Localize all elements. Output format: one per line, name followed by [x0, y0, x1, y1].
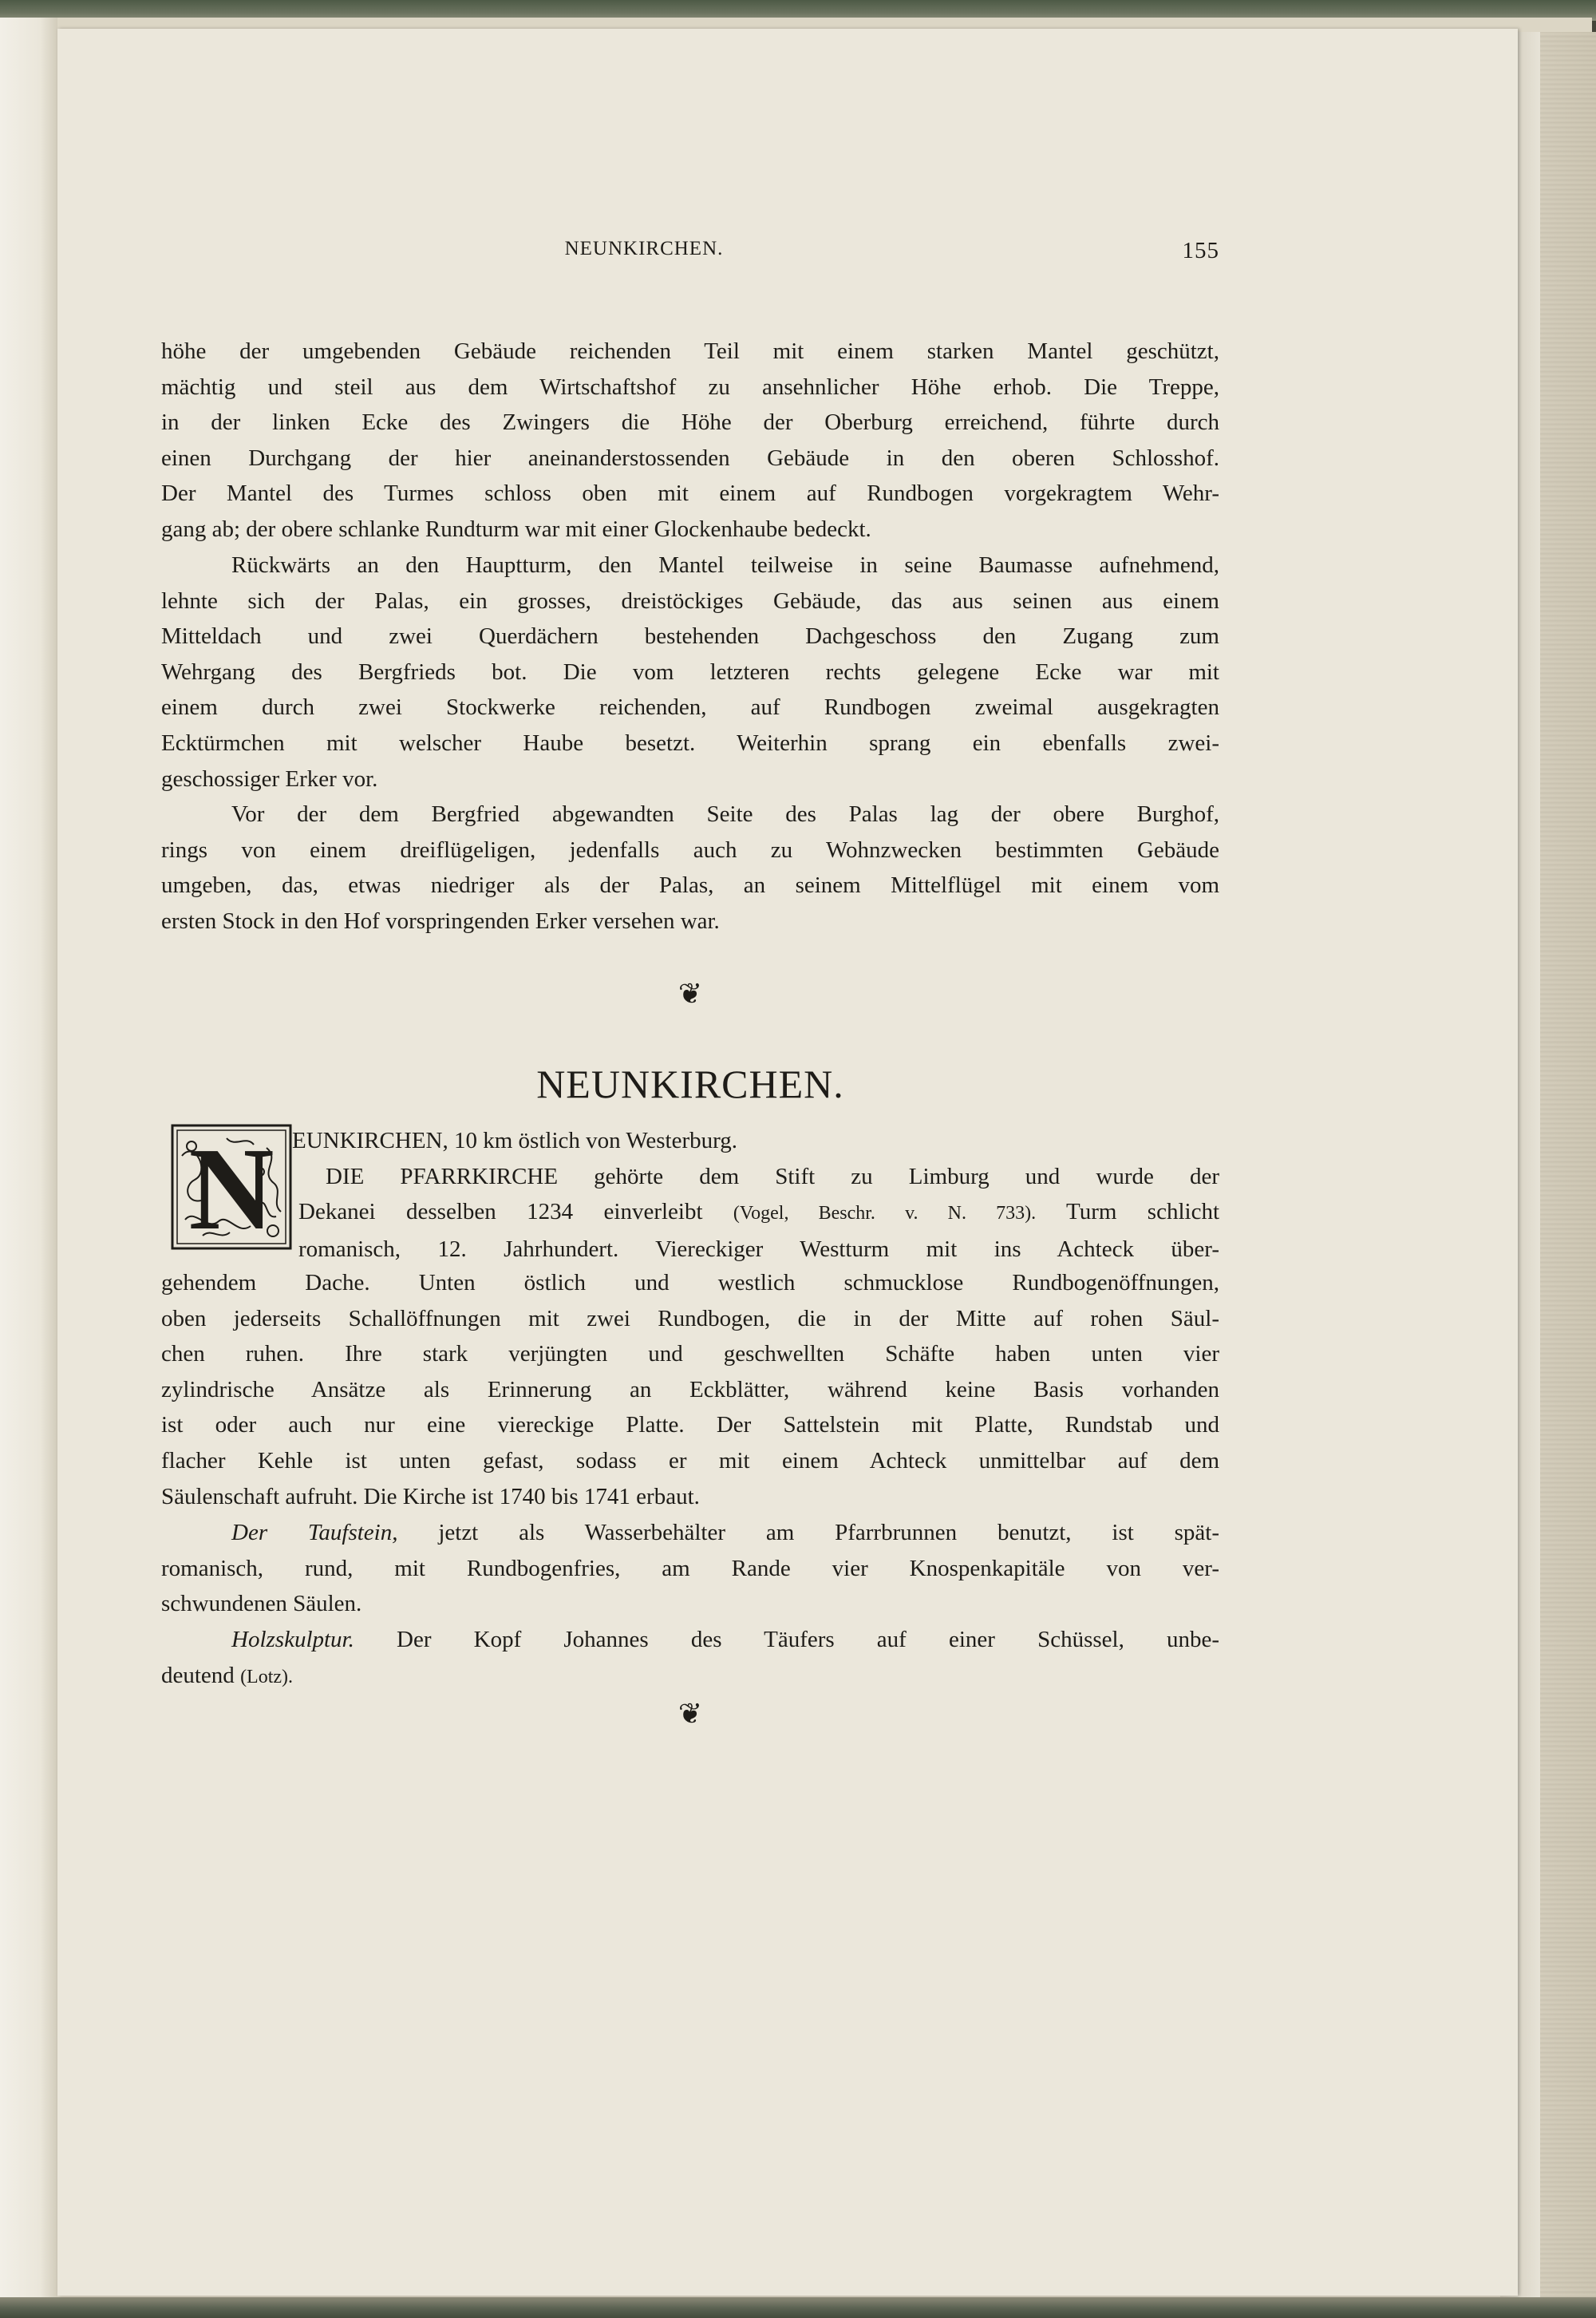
text-line: zylindrische Ansätze als Erinnerung an Eckblätter, während keine Basis vorhanden	[161, 1376, 1219, 1402]
section-title: NEUNKIRCHEN.	[536, 1062, 844, 1106]
term-taufstein: Der Taufstein,	[231, 1520, 398, 1545]
paragraph-burghof	[161, 797, 1219, 939]
paragraph-taufstein	[161, 1515, 1219, 1622]
running-head-title: NEUNKIRCHEN.	[564, 238, 724, 259]
text-line: schwundenen Säulen.	[161, 1591, 362, 1617]
text-line: chen ruhen. Ihre stark verjüngten und geschwellten Schäfte haben unten vier	[161, 1341, 1219, 1367]
text-line: Säulenschaft aufruht. Die Kirche ist 1740 bis 1741 erbaut.	[161, 1483, 700, 1509]
text-line: Der Mantel des Turmes schloss oben mit einem auf Rundbogen vorgekragtem Wehr-	[161, 481, 1219, 507]
text-line	[298, 1194, 1219, 1232]
text-line: lehnte sich der Palas, ein grosses, dreistöckiges Gebäude, das aus seinen aus einem	[161, 587, 1219, 614]
text-line	[231, 1515, 1219, 1551]
text-line: Mitteldach und zwei Querdächern bestehenden Dachgeschoss den Zugang zum	[161, 623, 1219, 650]
paragraph-pfarrkirche	[161, 1265, 1219, 1514]
text-line	[161, 1658, 1219, 1695]
text-line: rings von einem dreiflügeligen, jedenfalls auch zu Wohnzwecken bestimmten Gebäude	[161, 837, 1219, 863]
paragraph-neunkirchen-intro	[161, 1123, 1219, 1267]
text-segment: Turm schlicht	[1066, 1199, 1219, 1225]
text-line: romanisch, rund, mit Rundbogenfries, am Rande vier Knospenkapitäle von ver-	[161, 1555, 1219, 1581]
text-line: einem durch zwei Stockwerke reichenden, auf Rundbogen zweimal ausgekragten	[161, 694, 1219, 721]
text-line: in der linken Ecke des Zwingers die Höhe der Oberburg erreichend, führte durch	[161, 409, 1219, 436]
text-line: DIE PFARRKIRCHE gehörte dem Stift zu Limburg und wurde der	[326, 1163, 1219, 1189]
paragraph-palas	[161, 548, 1219, 797]
text-line: Rückwärts an den Hauptturm, den Mantel teilweise in seine Baumasse aufnehmend,	[231, 552, 1219, 578]
binding-bottom-edge	[0, 2297, 1596, 2318]
fleuron-ornament-bottom: ❦	[678, 1698, 703, 1730]
text-line: EUNKIRCHEN, 10 km östlich von Westerburg.	[292, 1128, 738, 1153]
text-line: umgeben, das, etwas niedriger als der Palas, an seinem Mittelflügel mit einem vom	[161, 872, 1219, 899]
text-line: geschossiger Erker vor.	[161, 765, 378, 792]
text-segment: jetzt als Wasserbehälter am Pfarrbrunnen benutzt, ist spät-	[438, 1520, 1219, 1545]
text-segment: Der Kopf Johannes des Täufers auf einer Schüssel, unbe-	[397, 1627, 1219, 1652]
text-line: einen Durchgang der hier aneinanderstossenden Gebäude in den oberen Schlosshof.	[161, 445, 1219, 471]
text-line: Ecktürmchen mit welscher Haube besetzt. Weiterhin sprang ein ebenfalls zwei-	[161, 730, 1219, 756]
text-line: flacher Kehle ist unten gefast, sodass er mit einem Achteck unmittelbar auf dem	[161, 1447, 1219, 1473]
text-line	[231, 1622, 1219, 1658]
fleuron-ornament-top: ❦	[678, 978, 703, 1010]
drop-initial-letter: N	[188, 1124, 275, 1255]
text-line: mächtig und steil aus dem Wirtschaftshof zu ansehnlicher Höhe erhob. Die Treppe,	[161, 374, 1219, 400]
text-line: romanisch, 12. Jahrhundert. Viereckiger Westturm mit ins Achteck über-	[298, 1236, 1219, 1262]
paragraph-burg-mantel	[161, 334, 1219, 548]
text-segment: Dekanei desselben 1234 einverleibt	[298, 1199, 703, 1225]
cover-cloth-edge	[1540, 32, 1596, 2299]
text-segment: deutend	[161, 1662, 235, 1688]
paragraph-holzskulptur	[161, 1622, 1219, 1695]
term-holzskulptur: Holzskulptur.	[231, 1627, 354, 1652]
book-page	[57, 29, 1518, 2296]
text-line: Wehrgang des Bergfrieds bot. Die vom letzteren rechts gelegene Ecke war mit	[161, 659, 1219, 685]
running-head	[161, 238, 1219, 270]
text-line: gang ab; der obere schlanke Rundturm war mit einer Glockenhaube bedeckt.	[161, 516, 871, 542]
citation-vogel: (Vogel, Beschr. v. N. 733).	[733, 1203, 1037, 1224]
citation-lotz: (Lotz).	[240, 1666, 294, 1687]
text-line: Vor der dem Bergfried abgewandten Seite des Palas lag der obere Burghof,	[231, 801, 1219, 827]
text-line: höhe der umgebenden Gebäude reichenden Teil mit einem starken Mantel geschützt,	[161, 338, 1219, 364]
gutter-shadow	[0, 18, 57, 2300]
page-number: 155	[1182, 238, 1219, 263]
text-line: gehendem Dache. Unten östlich und westlich schmucklose Rundbogenöffnungen,	[161, 1270, 1219, 1295]
text-line: ist oder auch nur eine viereckige Platte. Der Sattelstein mit Platte, Rundstab und	[161, 1412, 1219, 1438]
text-line: ersten Stock in den Hof vorspringenden Erker versehen war.	[161, 908, 720, 934]
text-line: oben jederseits Schallöffnungen mit zwei Rundbogen, die in der Mitte auf rohen Säul-	[161, 1305, 1219, 1331]
